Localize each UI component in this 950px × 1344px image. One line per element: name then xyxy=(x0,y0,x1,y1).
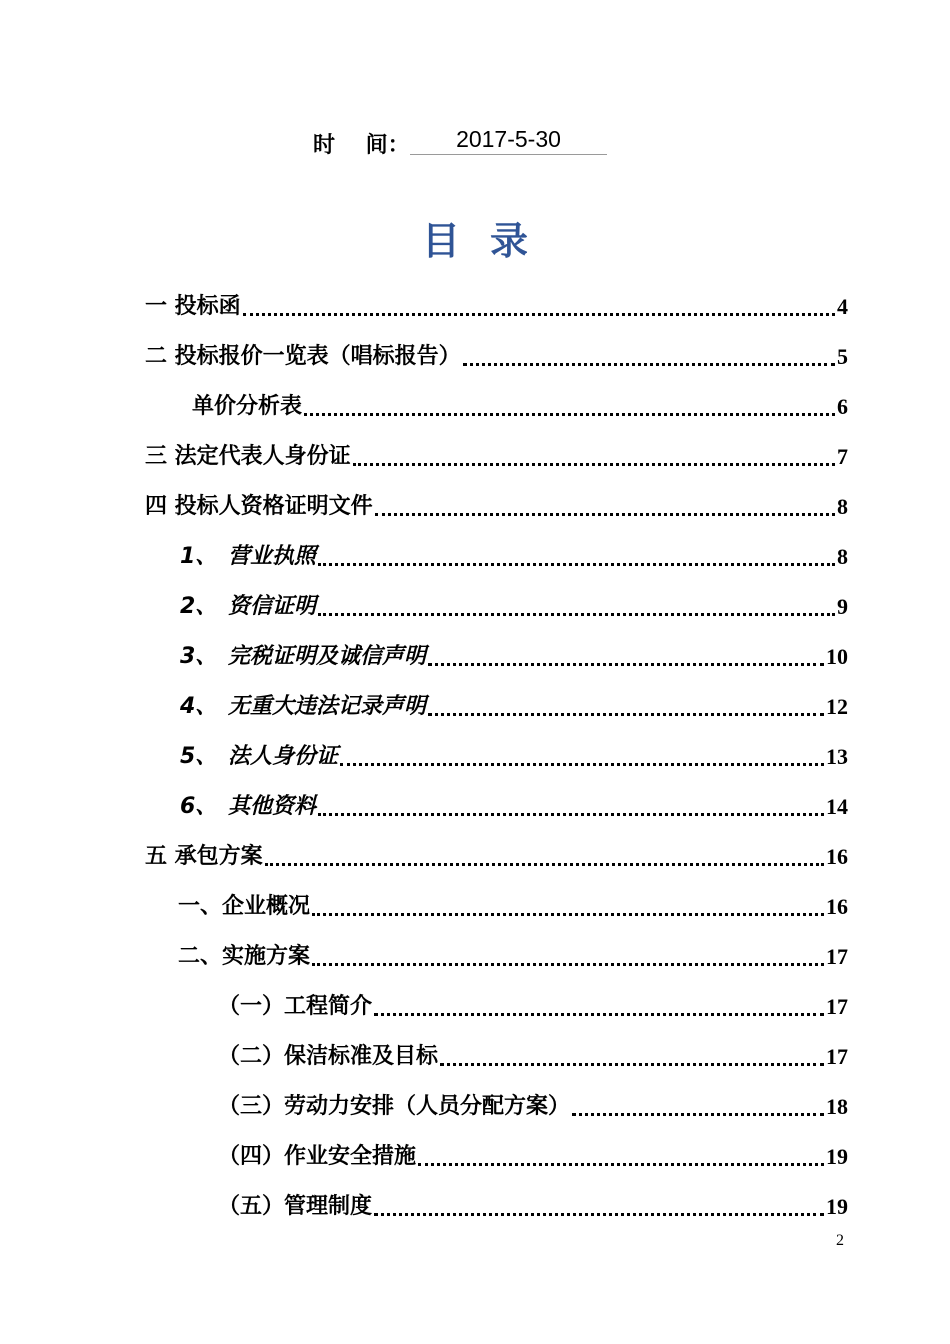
toc-leader-dots xyxy=(374,1213,824,1216)
toc-entry-page: 4 xyxy=(837,294,848,319)
toc-entry-text: （三）劳动力安排（人员分配方案） xyxy=(218,1094,571,1119)
toc-entry-label: 无重大违法记录声明 xyxy=(228,694,427,719)
toc-leader-dots xyxy=(375,513,835,516)
toc-leader-dots xyxy=(572,1113,824,1116)
toc-entry-text: （二）保洁标准及目标 xyxy=(218,1044,439,1069)
toc-entry-page: 6 xyxy=(837,394,848,419)
toc-entry[interactable] xyxy=(180,522,848,572)
toc-entry-number: 1、 xyxy=(180,544,218,569)
toc-leader-dots xyxy=(304,413,835,416)
toc-entry-text: （四）作业安全措施 xyxy=(218,1144,417,1169)
toc-entry-text xyxy=(180,792,316,822)
toc-leader-dots xyxy=(463,363,835,366)
toc-entry[interactable] xyxy=(180,722,848,772)
toc-entry[interactable] xyxy=(218,972,848,1022)
toc-entry[interactable] xyxy=(145,272,848,322)
toc-entry-page: 16 xyxy=(826,844,848,869)
toc-leader-dots xyxy=(428,713,824,716)
toc-entry[interactable] xyxy=(178,922,848,972)
toc-entry-number: 6、 xyxy=(180,794,218,819)
date-value: 2017-5-30 xyxy=(456,126,561,152)
toc-entry-text xyxy=(180,642,426,672)
toc-title: 目录 xyxy=(421,219,558,263)
toc-entry[interactable] xyxy=(218,1022,848,1072)
toc-entry[interactable] xyxy=(192,372,848,422)
toc-entry-page: 17 xyxy=(826,994,848,1019)
toc-entry-page: 18 xyxy=(826,1094,848,1119)
toc-entry-text: 二、实施方案 xyxy=(178,944,311,969)
toc-entry-page: 17 xyxy=(826,1044,848,1069)
toc-entry-number: 5、 xyxy=(180,744,218,769)
toc-entry[interactable] xyxy=(180,772,848,822)
toc-leader-dots xyxy=(312,913,824,916)
toc-entry-page: 17 xyxy=(826,944,848,969)
toc-entry-page: 10 xyxy=(826,644,848,669)
toc-leader-dots xyxy=(374,1013,824,1016)
toc-entry-label: 法人身份证 xyxy=(228,744,339,769)
toc-entry[interactable] xyxy=(218,1072,848,1122)
toc-entry[interactable] xyxy=(145,322,848,372)
toc-entry-label: 其他资料 xyxy=(228,794,317,819)
date-line xyxy=(0,124,950,164)
toc-entry-page: 13 xyxy=(826,744,848,769)
toc-leader-dots xyxy=(312,963,824,966)
toc-entry-text: 一 投标函 xyxy=(145,294,241,319)
toc-entry[interactable] xyxy=(180,672,848,722)
toc-entry-page: 7 xyxy=(837,444,848,469)
toc-leader-dots xyxy=(340,763,824,766)
toc-entry-text: （一）工程简介 xyxy=(218,994,373,1019)
toc-entry-number: 4、 xyxy=(180,694,218,719)
toc-entry-page: 8 xyxy=(837,544,848,569)
toc-entry-text: 三 法定代表人身份证 xyxy=(145,444,351,469)
toc-entry-text xyxy=(180,742,338,772)
toc-entry-number: 3、 xyxy=(180,644,218,669)
toc-entry-text: 一、企业概况 xyxy=(178,894,311,919)
toc-leader-dots xyxy=(318,613,835,616)
toc-leader-dots xyxy=(353,463,835,466)
toc-entry-label: 完税证明及诚信声明 xyxy=(228,644,427,669)
toc-entry-text: （五）管理制度 xyxy=(218,1194,373,1219)
toc-entry-label: 营业执照 xyxy=(228,544,317,569)
toc-entry[interactable] xyxy=(178,872,848,922)
toc-entry-text: 四 投标人资格证明文件 xyxy=(145,494,373,519)
toc-leader-dots xyxy=(418,1163,824,1166)
toc-entry-page: 14 xyxy=(826,794,848,819)
toc-entry-page: 9 xyxy=(837,594,848,619)
date-underline xyxy=(410,124,607,155)
page-number: 2 xyxy=(836,1232,844,1249)
toc-entry[interactable] xyxy=(218,1122,848,1172)
toc-leader-dots xyxy=(318,813,824,816)
toc-leader-dots xyxy=(265,863,824,866)
toc-leader-dots xyxy=(243,313,835,316)
toc-entry-page: 19 xyxy=(826,1194,848,1219)
toc-entry-text xyxy=(180,592,316,622)
toc-entry[interactable] xyxy=(180,622,848,672)
toc-entry-page: 5 xyxy=(837,344,848,369)
toc-entry[interactable] xyxy=(145,472,848,522)
toc-entry-page: 8 xyxy=(837,494,848,519)
toc-entry-text: 单价分析表 xyxy=(192,394,303,419)
toc-entry-text xyxy=(180,542,316,572)
toc-entry-text xyxy=(180,692,426,722)
toc-leader-dots xyxy=(428,663,824,666)
toc-entry-page: 16 xyxy=(826,894,848,919)
toc-leader-dots xyxy=(440,1063,824,1066)
toc-entry[interactable] xyxy=(145,422,848,472)
toc-entry[interactable] xyxy=(145,822,848,872)
toc-leader-dots xyxy=(318,563,835,566)
toc-entry-text: 二 投标报价一览表（唱标报告） xyxy=(145,344,461,369)
toc-entry-number: 2、 xyxy=(180,594,218,619)
toc-entry-text: 五 承包方案 xyxy=(145,844,263,869)
toc-entry-page: 12 xyxy=(826,694,848,719)
toc-entry-page: 19 xyxy=(826,1144,848,1169)
toc-entry-label: 资信证明 xyxy=(228,594,317,619)
toc-entry[interactable] xyxy=(180,572,848,622)
toc-entry[interactable] xyxy=(218,1172,848,1222)
date-label: 时 间： xyxy=(313,133,410,158)
